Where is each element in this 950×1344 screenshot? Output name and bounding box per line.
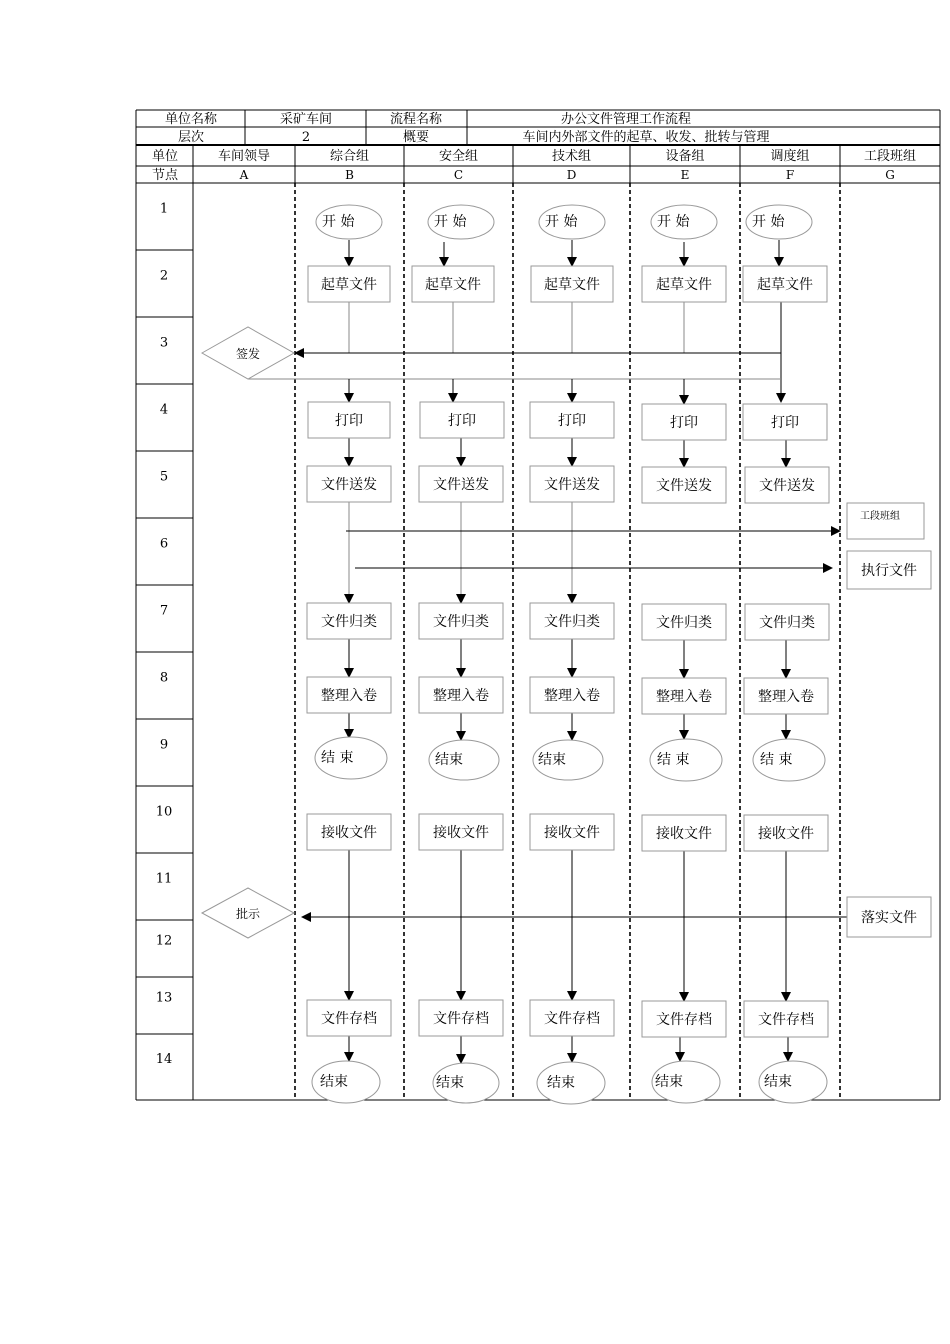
end-row14-1-label: 结束 (436, 1075, 464, 1091)
receive-0-label: 接收文件 (321, 825, 377, 841)
end-row14-2-label: 结束 (547, 1075, 575, 1091)
end-row9-3-label: 结 束 (657, 752, 690, 768)
print-0-label: 打印 (335, 413, 363, 429)
store-1-label: 文件存档 (433, 1011, 489, 1027)
process-name-value: 办公文件管理工作流程 (560, 112, 692, 127)
classify-0-label: 文件归类 (321, 614, 377, 630)
row-number-14: 14 (155, 1052, 173, 1067)
row-number-13: 13 (155, 990, 173, 1006)
level-label: 层次 (177, 130, 205, 145)
row-number-6: 6 (159, 536, 169, 552)
unit-header-1: 综合组 (329, 149, 370, 164)
store-4-label: 文件存档 (758, 1012, 814, 1028)
receive-3-label: 接收文件 (656, 826, 712, 842)
end-row14-4-label: 结束 (764, 1074, 792, 1090)
row-number-9: 9 (159, 737, 169, 753)
start-3-label: 开 始 (657, 214, 690, 230)
archive-volume-0-label: 整理入卷 (321, 688, 377, 704)
column-code-6: G (885, 168, 895, 182)
column-code-0: A (239, 168, 249, 182)
row-number-11: 11 (155, 871, 173, 887)
row-number-2: 2 (159, 268, 169, 284)
archive-volume-4-label: 整理入卷 (758, 689, 814, 705)
draft-1-label: 起草文件 (425, 277, 481, 293)
unit-header-5: 调度组 (770, 149, 810, 164)
send-2-label: 文件送发 (544, 477, 600, 493)
print-3-label: 打印 (670, 415, 698, 431)
draft-0-label: 起草文件 (321, 277, 377, 293)
store-2-label: 文件存档 (544, 1011, 600, 1027)
store-0-label: 文件存档 (321, 1011, 377, 1027)
group-box-label: 工段班组 (860, 511, 900, 522)
column-code-3: D (566, 168, 577, 182)
classify-3-label: 文件归类 (656, 615, 712, 631)
row-number-10: 10 (155, 804, 173, 820)
summary-label: 概要 (402, 130, 430, 145)
archive-volume-3-label: 整理入卷 (656, 689, 712, 705)
receive-2-label: 接收文件 (544, 825, 600, 841)
level-value: 2 (301, 130, 311, 145)
print-4-label: 打印 (771, 415, 799, 431)
start-0-label: 开 始 (322, 214, 355, 230)
connectors (248, 240, 847, 1063)
summary-value: 车间内外部文件的起草、收发、批转与管理 (522, 130, 770, 145)
end-row14-0-label: 结束 (320, 1074, 348, 1090)
implement-label: 落实文件 (861, 910, 917, 926)
row-number-8: 8 (159, 670, 169, 686)
archive-volume-1-label: 整理入卷 (433, 688, 489, 704)
send-3-label: 文件送发 (656, 478, 712, 494)
unit-header-4: 设备组 (665, 149, 705, 164)
row-number-1: 1 (159, 201, 169, 217)
start-1-label: 开 始 (434, 214, 467, 230)
send-4-label: 文件送发 (759, 478, 815, 494)
row-number-7: 7 (159, 603, 169, 619)
instruct-diamond-label: 批示 (235, 907, 261, 921)
flow-nodes (202, 205, 931, 1104)
row-number-5: 5 (159, 469, 169, 485)
row-number-3: 3 (159, 335, 169, 351)
send-0-label: 文件送发 (321, 477, 377, 493)
unit-column-label: 单位 (151, 149, 179, 164)
print-1-label: 打印 (448, 413, 476, 429)
row-number-12: 12 (155, 933, 173, 949)
classify-1-label: 文件归类 (433, 614, 489, 630)
unit-header-0: 车间领导 (217, 149, 271, 164)
column-code-4: E (680, 168, 690, 182)
end-row9-1-label: 结束 (435, 752, 463, 768)
receive-4-label: 接收文件 (758, 826, 814, 842)
node-column-label: 节点 (151, 168, 179, 183)
column-code-2: C (453, 168, 464, 182)
end-row9-0-label: 结 束 (321, 750, 354, 766)
unit-header-3: 技术组 (551, 149, 592, 164)
column-code-1: B (345, 168, 354, 182)
print-2-label: 打印 (558, 413, 586, 429)
archive-volume-2-label: 整理入卷 (544, 688, 600, 704)
classify-4-label: 文件归类 (759, 615, 815, 631)
start-4-label: 开 始 (752, 214, 785, 230)
store-3-label: 文件存档 (656, 1012, 712, 1028)
unit-name-value: 采矿车间 (279, 112, 333, 127)
execute-label: 执行文件 (861, 563, 917, 579)
unit-header-6: 工段班组 (863, 149, 917, 164)
unit-header-2: 安全组 (438, 149, 479, 164)
classify-2-label: 文件归类 (544, 614, 600, 630)
unit-name-label: 单位名称 (164, 112, 218, 127)
end-row9-4-label: 结 束 (760, 752, 793, 768)
draft-2-label: 起草文件 (544, 277, 600, 293)
draft-3-label: 起草文件 (656, 277, 712, 293)
process-name-label: 流程名称 (389, 112, 443, 127)
draft-4-label: 起草文件 (757, 277, 813, 293)
receive-1-label: 接收文件 (433, 825, 489, 841)
sign-diamond-label: 签发 (235, 347, 261, 361)
header-table (136, 110, 940, 145)
end-row14-3-label: 结束 (655, 1074, 683, 1090)
column-code-5: F (785, 168, 795, 182)
start-2-label: 开 始 (545, 214, 578, 230)
send-1-label: 文件送发 (433, 477, 489, 493)
row-number-4: 4 (159, 402, 169, 418)
end-row9-2-label: 结束 (538, 752, 566, 768)
